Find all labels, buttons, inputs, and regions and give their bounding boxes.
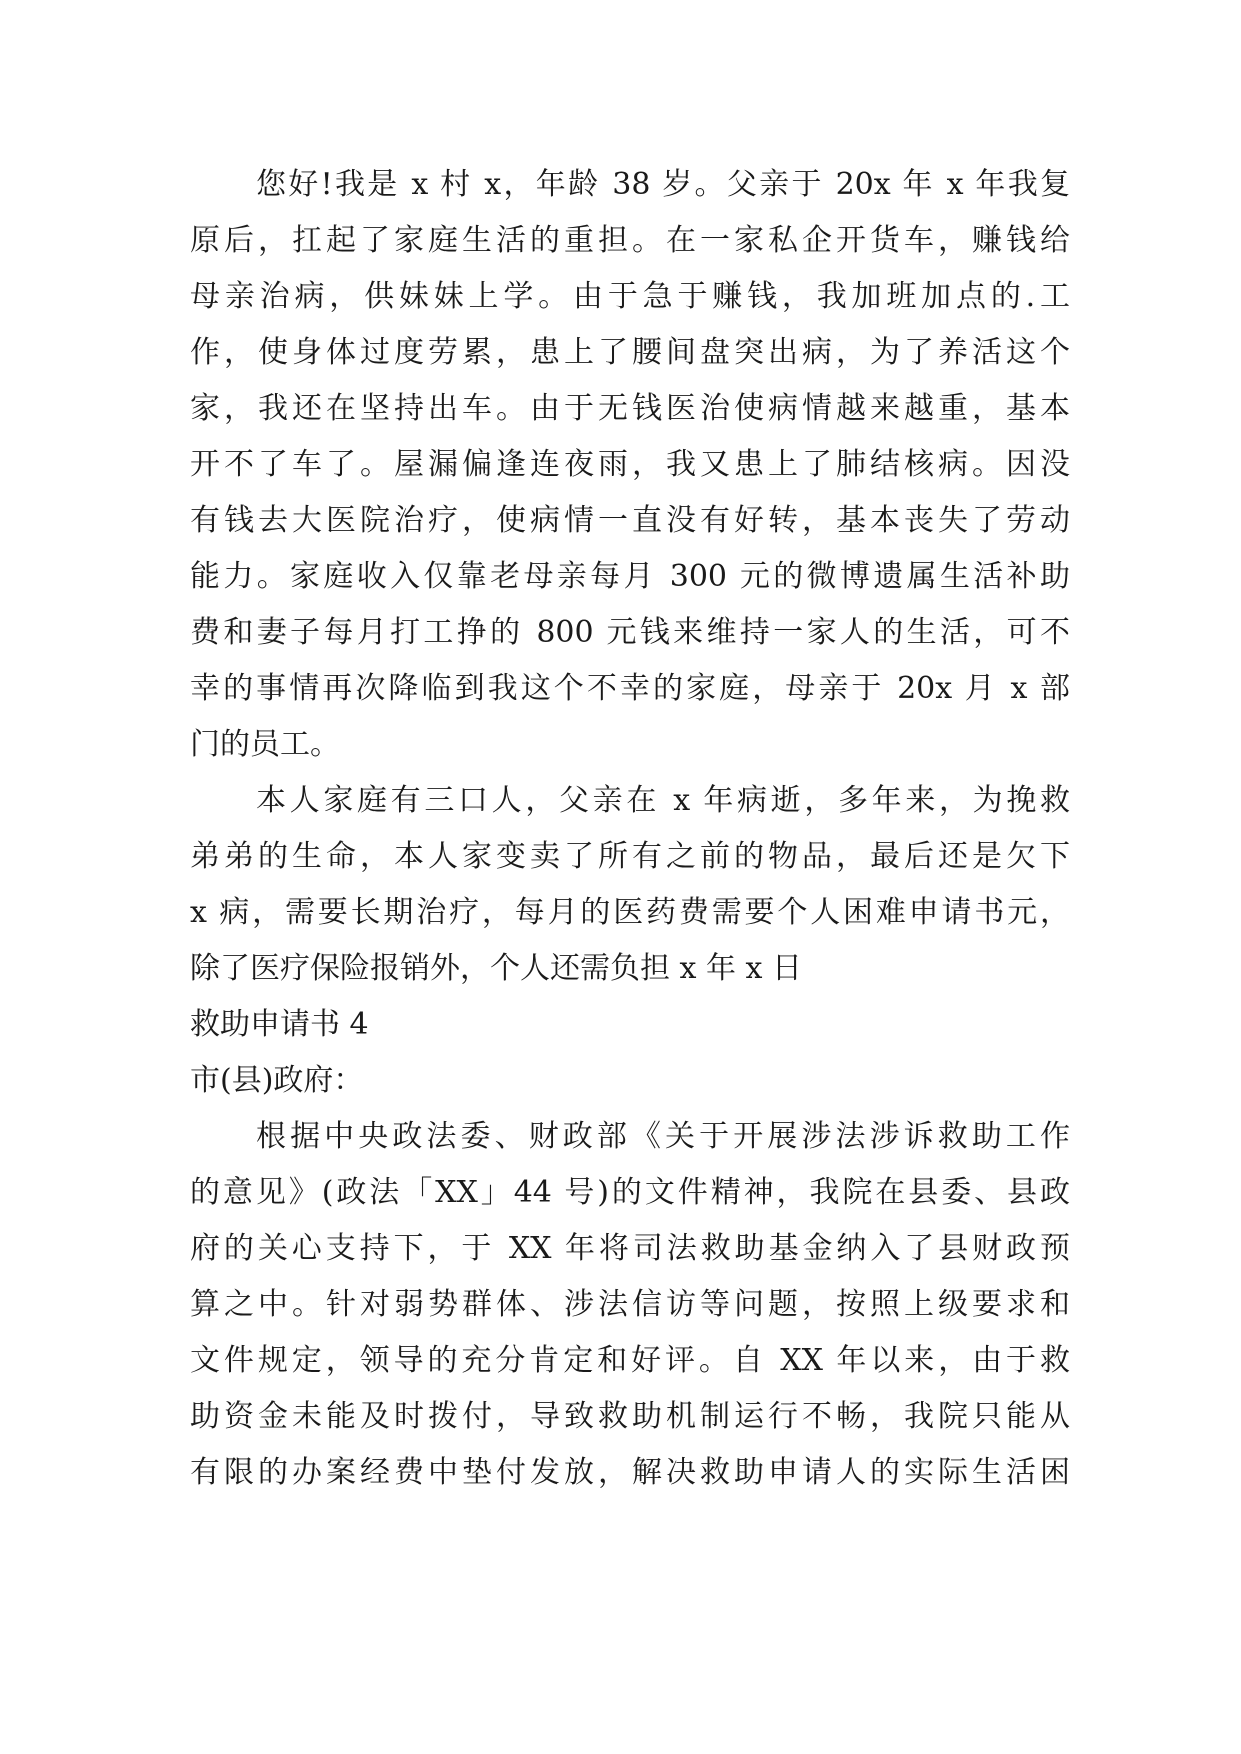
paragraph-line: 除了医疗保险报销外，个人还需负担 x 年 x 日 [190,951,802,986]
paragraph-line: 府的关心支持下，于 XX 年将司法救助基金纳入了县财政预 [190,1231,1070,1266]
paragraph-line: 弟弟的生命，本人家变卖了所有之前的物品，最后还是欠下 [190,839,1070,874]
paragraph-line: 费和妻子每月打工挣的 800 元钱来维持一家人的生活，可不 [190,615,1070,650]
paragraph-line: 作，使身体过度劳累，患上了腰间盘突出病，为了养活这个 [190,335,1070,370]
paragraph-line: 原后，扛起了家庭生活的重担。在一家私企开货车，赚钱给 [190,223,1070,258]
paragraph-line: 幸的事情再次降临到我这个不幸的家庭，母亲于 20x 月 x 部 [190,671,1070,706]
paragraph-line: 根据中央政法委、财政部《关于开展涉法涉诉救助工作 [256,1119,1070,1154]
paragraph-line: 有钱去大医院治疗，使病情一直没有好转，基本丧失了劳动 [190,503,1070,538]
paragraph-line: 的意见》(政法「XX」44 号)的文件精神，我院在县委、县政 [190,1175,1070,1210]
paragraph-line: 助资金未能及时拨付，导致救助机制运行不畅，我院只能从 [190,1399,1070,1434]
paragraph-line: 算之中。针对弱势群体、涉法信访等问题，按照上级要求和 [190,1287,1070,1322]
paragraph-line: 您好!我是 x 村 x，年龄 38 岁。父亲于 20x 年 x 年我复 [256,167,1070,202]
addressee: 市(县)政府： [190,1063,364,1098]
paragraph-line: 本人家庭有三口人，父亲在 x 年病逝，多年来，为挽救 [256,783,1070,818]
paragraph-line: 开不了车了。屋漏偏逢连夜雨，我又患上了肺结核病。因没 [190,447,1070,482]
section-title: 救助申请书 4 [190,1007,369,1042]
paragraph-line: 文件规定，领导的充分肯定和好评。自 XX 年以来，由于救 [190,1343,1070,1378]
paragraph-line: 家，我还在坚持出车。由于无钱医治使病情越来越重，基本 [190,391,1070,426]
paragraph-line: 门的员工。 [190,727,340,762]
paragraph-line: 有限的办案经费中垫付发放，解决救助申请人的实际生活困 [190,1455,1070,1490]
paragraph-line: 能力。家庭收入仅靠老母亲每月 300 元的微博遗属生活补助 [190,559,1070,594]
paragraph-line: x 病，需要长期治疗，每月的医药费需要个人困难申请书元， [190,895,1070,930]
paragraph-line: 母亲治病，供妹妹上学。由于急于赚钱，我加班加点的.工 [190,279,1070,314]
